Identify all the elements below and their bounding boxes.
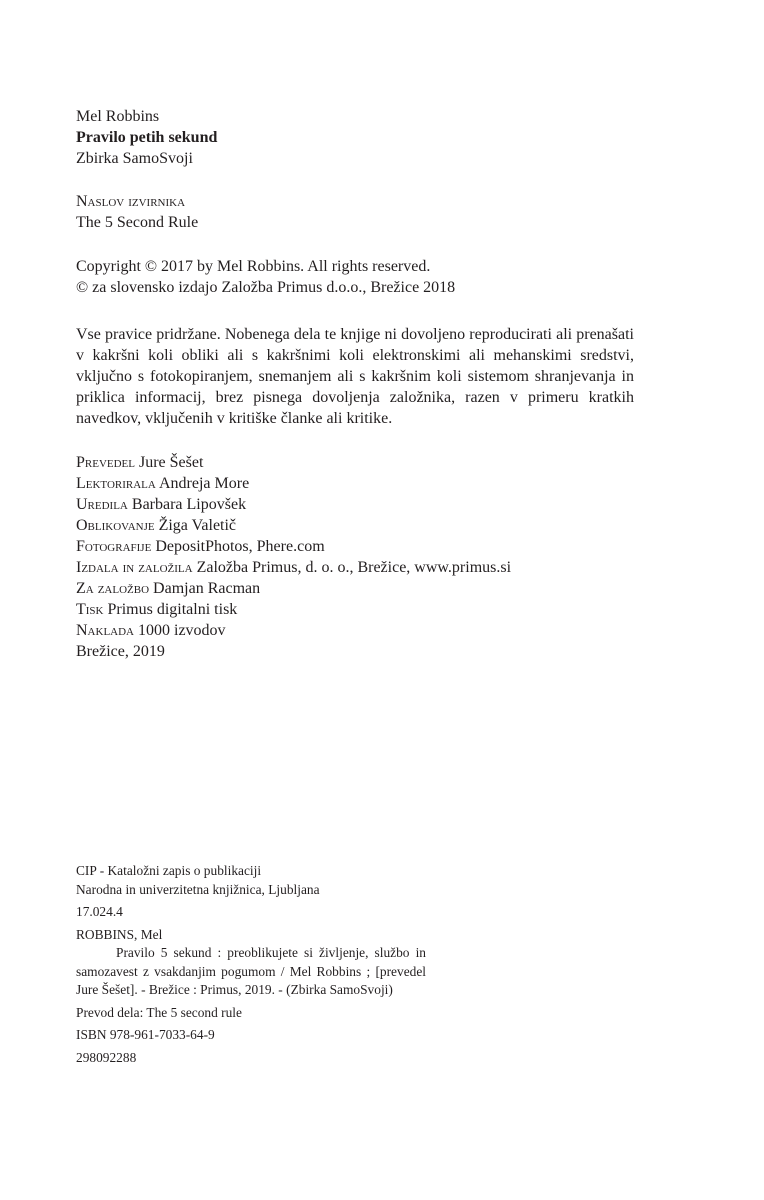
credit-value: Jure Šešet xyxy=(139,454,204,471)
credit-value: Žiga Valetič xyxy=(158,517,237,534)
author-block xyxy=(76,106,217,169)
credit-value: Založba Primus, d. o. o., Brežice, www.primus.si xyxy=(196,559,512,576)
author-name: Mel Robbins xyxy=(76,108,160,125)
cip-isbn: ISBN 978-961-7033-64-9 xyxy=(76,1027,215,1042)
cip-description: Pravilo 5 sekund : preoblikujete si življenje, službo in samozavest z vsakdanjim pogumom / Mel Robbins ; [prevedel Jure Šešet]. - Brežice : Primus, 2019. - (Zbirka SamoSvoji) xyxy=(76,945,426,997)
credit-value: 1000 izvodov xyxy=(138,622,226,639)
original-title-block xyxy=(76,191,198,233)
credit-publisher xyxy=(76,557,511,578)
credit-label: Tisk xyxy=(76,601,104,618)
credit-label: Lektorirala xyxy=(76,475,156,492)
cip-udk: 17.024.4 xyxy=(76,904,123,919)
book-title: Pravilo petih sekund xyxy=(76,129,218,146)
credit-photos xyxy=(76,536,511,557)
credit-proofreader xyxy=(76,473,511,494)
cip-header-1: CIP - Kataložni zapis o publikaciji xyxy=(76,863,262,878)
credit-label: Izdala in založila xyxy=(76,559,193,576)
credit-label: Za založbo xyxy=(76,580,150,597)
cip-record xyxy=(76,862,436,1067)
credit-for-publisher xyxy=(76,578,511,599)
copyright-line-2: © za slovensko izdajo Založba Primus d.o.o., Brežice 2018 xyxy=(76,279,456,296)
credit-translator xyxy=(76,452,511,473)
credit-value: Damjan Racman xyxy=(153,580,261,597)
credit-value: Andreja More xyxy=(158,475,250,492)
rights-text: Vse pravice pridržane. Nobenega dela te knjige ni dovoljeno reproducirati ali prenašati v kakršni koli obliki ali s kakršnimi koli elektronskimi ali mehanskimi sredstvi, vključno s fotokopiranjem, snemanjem ali s kakršnim koli sistemom shranjevanja in priklica informacij, brez pisnega dovoljenja založnika, razen v primeru kratkih navedkov, vključenih v kritiške članke ali kritike. xyxy=(76,326,634,427)
credit-value: Primus digitalni tisk xyxy=(107,601,238,618)
credit-label: Prevedel xyxy=(76,454,135,471)
cip-main-entry: ROBBINS, Mel xyxy=(76,926,163,942)
credit-label: Uredila xyxy=(76,496,128,513)
credit-design xyxy=(76,515,511,536)
copyright-line-1: Copyright © 2017 by Mel Robbins. All rights reserved. xyxy=(76,258,431,275)
credit-print-run xyxy=(76,620,511,641)
credits-block xyxy=(76,452,511,662)
series-name: Zbirka SamoSvoji xyxy=(76,150,193,167)
credit-value: Barbara Lipovšek xyxy=(131,496,247,513)
rights-paragraph xyxy=(76,324,634,429)
credit-label: Fotografije xyxy=(76,538,152,555)
cip-header-2: Narodna in univerzitetna knjižnica, Ljubljana xyxy=(76,881,320,897)
credit-value: DepositPhotos, Phere.com xyxy=(155,538,325,555)
cip-translation-note: Prevod dela: The 5 second rule xyxy=(76,1004,242,1020)
credit-print xyxy=(76,599,511,620)
cip-cobiss-id: 298092288 xyxy=(76,1049,137,1065)
credit-label: Oblikovanje xyxy=(76,517,155,534)
copyright-block xyxy=(76,256,455,298)
original-title: The 5 Second Rule xyxy=(76,214,199,231)
place-year: Brežice, 2019 xyxy=(76,643,165,660)
credit-label: Naklada xyxy=(76,622,134,639)
original-title-label: Naslov izvirnika xyxy=(76,193,186,210)
credit-editor xyxy=(76,494,511,515)
